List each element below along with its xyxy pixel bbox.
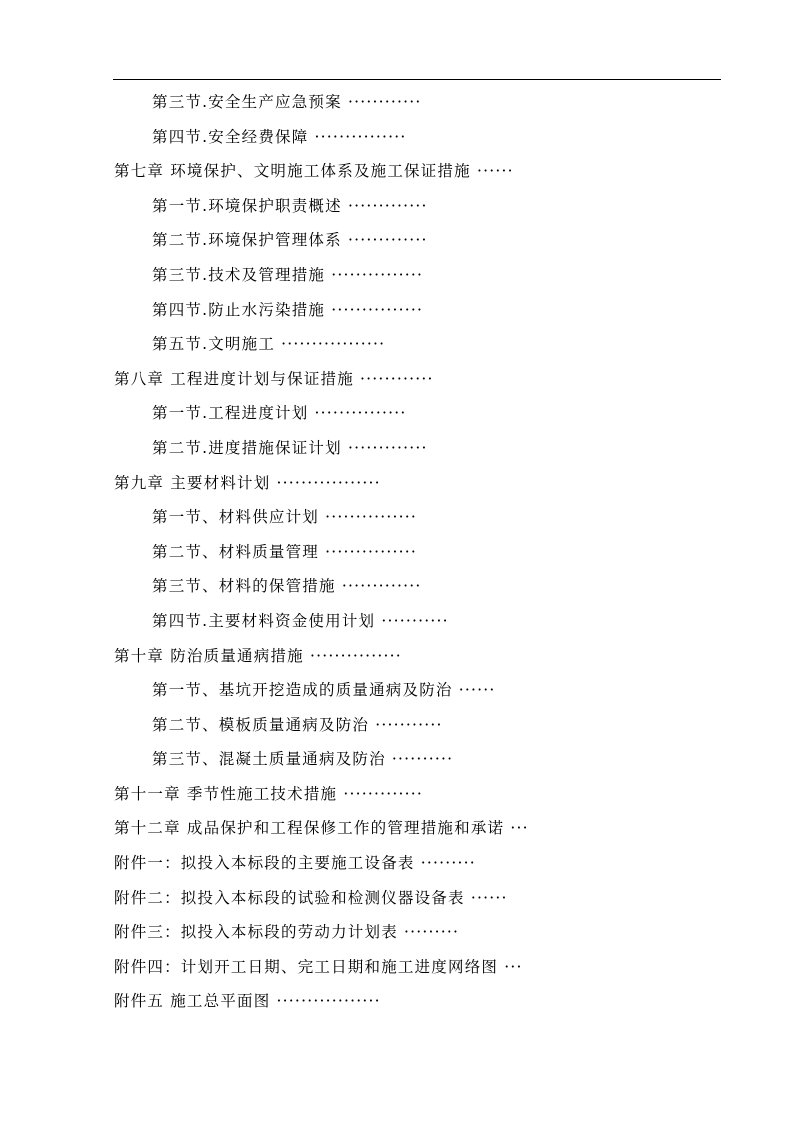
- toc-entry[interactable]: 第四节.主要材料资金使用计划 ···········: [152, 611, 449, 630]
- toc-appendix[interactable]: 附件二：拟投入本标段的试验和检测仪器设备表 ······: [114, 888, 508, 907]
- table-of-contents: [0, 85, 794, 1019]
- toc-chapter[interactable]: 第七章 环境保护、文明施工体系及施工保证措施 ······: [114, 162, 514, 181]
- toc-chapter[interactable]: 第十二章 成品保护和工程保修工作的管理措施和承诺 ···: [114, 819, 529, 838]
- toc-entry[interactable]: 第五节.文明施工 ·················: [152, 335, 386, 354]
- toc-entry[interactable]: 第一节、材料供应计划 ···············: [152, 508, 418, 527]
- toc-entry[interactable]: 第三节、混凝土质量通病及防治 ··········: [152, 750, 454, 769]
- toc-entry[interactable]: 第三节.安全生产应急预案 ············: [152, 93, 422, 111]
- toc-appendix[interactable]: 附件四：计划开工日期、完工日期和施工进度网络图 ···: [114, 957, 523, 976]
- toc-entry[interactable]: 第四节.安全经费保障 ···············: [152, 127, 407, 146]
- toc-chapter[interactable]: 第十一章 季节性施工技术措施 ·············: [114, 784, 424, 803]
- toc-chapter[interactable]: 第十章 防治质量通病措施 ···············: [114, 646, 402, 665]
- toc-entry[interactable]: 第二节.进度措施保证计划 ·············: [152, 438, 428, 457]
- toc-chapter[interactable]: 第八章 工程进度计划与保证措施 ············: [114, 369, 434, 388]
- toc-entry[interactable]: 第一节、基坑开挖造成的质量通病及防治 ······: [152, 681, 496, 700]
- toc-entry[interactable]: 第四节.防止水污染措施 ···············: [152, 300, 424, 319]
- toc-entry[interactable]: 第三节.技术及管理措施 ···············: [152, 265, 424, 284]
- toc-entry[interactable]: 第二节、材料质量管理 ···············: [152, 542, 418, 561]
- toc-entry[interactable]: 第一节.环境保护职责概述 ·············: [152, 196, 428, 215]
- toc-entry[interactable]: 第一节.工程进度计划 ···············: [152, 404, 407, 423]
- toc-appendix[interactable]: 附件三：拟投入本标段的劳动力计划表 ·········: [114, 923, 460, 942]
- toc-appendix[interactable]: 附件五 施工总平面图 ·················: [114, 992, 381, 1011]
- toc-appendix[interactable]: 附件一：拟投入本标段的主要施工设备表 ·········: [114, 854, 476, 873]
- header-rule: [113, 79, 721, 80]
- toc-entry[interactable]: 第三节、材料的保管措施 ·············: [152, 577, 422, 596]
- toc-entry[interactable]: 第二节.环境保护管理体系 ·············: [152, 231, 428, 250]
- toc-chapter[interactable]: 第九章 主要材料计划 ·················: [114, 473, 381, 492]
- toc-entry[interactable]: 第二节、模板质量通病及防治 ···········: [152, 715, 443, 734]
